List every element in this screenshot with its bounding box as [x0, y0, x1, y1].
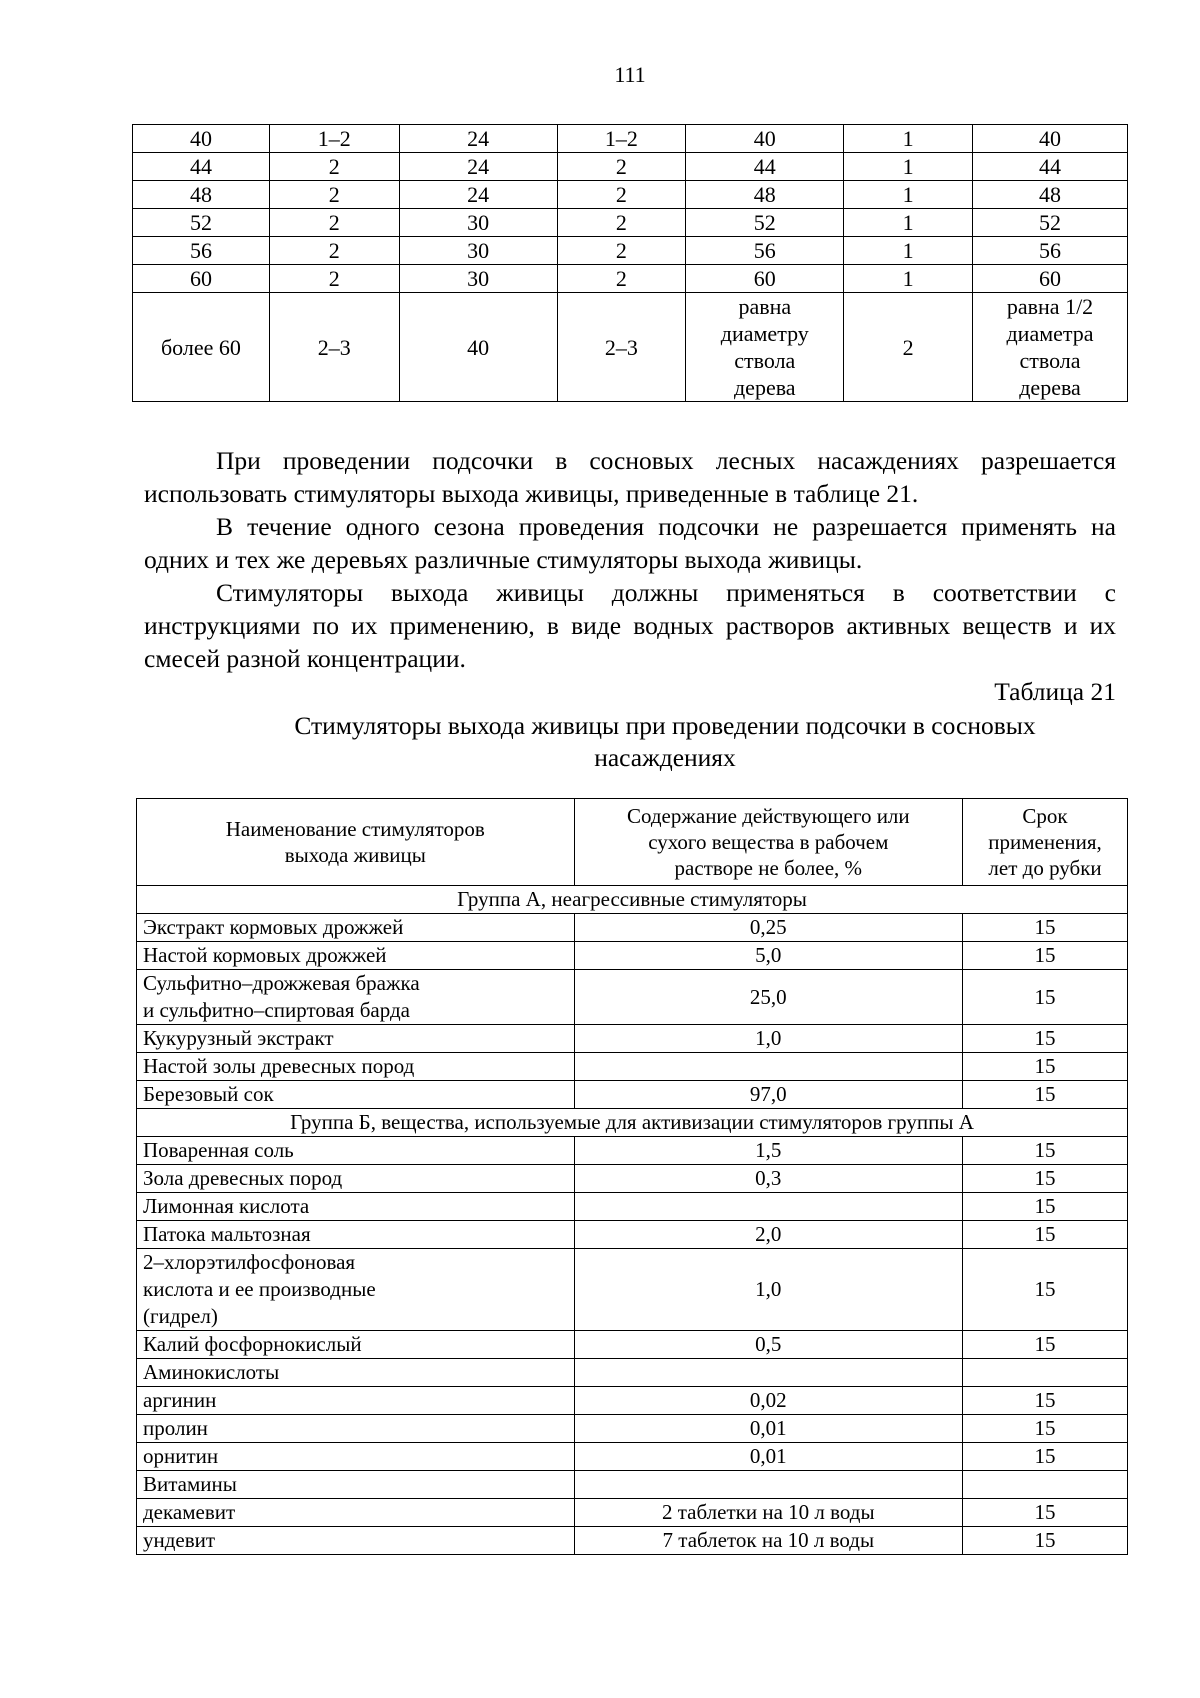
- table-cell: 60: [133, 265, 270, 293]
- stimulator-name: Экстракт кормовых дрожжей: [137, 914, 575, 942]
- table-cell: 44: [686, 153, 844, 181]
- table-cell: 48: [973, 181, 1128, 209]
- table-cell: 1: [844, 125, 973, 153]
- stimulator-name: декамевит: [137, 1499, 575, 1527]
- table-row: [137, 1137, 1128, 1165]
- table-cell: 60: [973, 265, 1128, 293]
- stimulator-name: пролин: [137, 1415, 575, 1443]
- table-cell: 24: [399, 125, 557, 153]
- content-value: 7 таблеток на 10 л воды: [574, 1527, 963, 1555]
- diameter-table: [132, 124, 1128, 402]
- table-row: [137, 1387, 1128, 1415]
- table-row: [133, 209, 1128, 237]
- table-cell: 2–3: [557, 293, 686, 402]
- term-value: 15: [963, 1165, 1128, 1193]
- table-cell: 40: [973, 125, 1128, 153]
- table-row: [137, 1165, 1128, 1193]
- term-value: 15: [963, 970, 1128, 1025]
- table-cell: 2: [269, 209, 399, 237]
- table-row: [137, 1193, 1128, 1221]
- term-value: 15: [963, 1527, 1128, 1555]
- table-cell: 2: [557, 153, 686, 181]
- table-cell: 2: [557, 209, 686, 237]
- stimulator-name: аргинин: [137, 1387, 575, 1415]
- table-caption: Стимуляторы выхода живицы при проведении подсочки в сосновых насаждениях: [294, 711, 1036, 772]
- stimulator-name: Сульфитно–дрожжевая бражка и сульфитно–спиртовая барда: [137, 970, 575, 1025]
- stimulator-name: Кукурузный экстракт: [137, 1025, 575, 1053]
- header-cell-name: Наименование стимуляторов выхода живицы: [137, 799, 575, 886]
- table-cell: равна диаметру ствола дерева: [686, 293, 844, 402]
- content-value: 0,02: [574, 1387, 963, 1415]
- body-text: [144, 444, 1116, 675]
- table-cell: 1: [844, 181, 973, 209]
- table-cell: 30: [399, 237, 557, 265]
- table-cell: 52: [686, 209, 844, 237]
- paragraph: Стимуляторы выхода живицы должны применяться в соответствии с инструкциями по их применению, в виде водных растворов активных веществ и их смесей разной концентрации.: [144, 578, 1116, 673]
- term-value: 15: [963, 1053, 1128, 1081]
- table-cell: 24: [399, 153, 557, 181]
- content-value: 2,0: [574, 1221, 963, 1249]
- table-row: [137, 1415, 1128, 1443]
- table-row: [137, 1221, 1128, 1249]
- term-value: [963, 1359, 1128, 1387]
- table-cell: 1–2: [557, 125, 686, 153]
- table-cell: 1–2: [269, 125, 399, 153]
- table-row: [137, 1053, 1128, 1081]
- table-cell: 2: [269, 237, 399, 265]
- table-row: [137, 1025, 1128, 1053]
- content-value: 0,01: [574, 1443, 963, 1471]
- group-title: Группа Б, вещества, используемые для активизации стимуляторов группы А: [137, 1109, 1128, 1137]
- table-row: [137, 1249, 1128, 1331]
- table-cell: 2: [557, 237, 686, 265]
- term-value: 15: [963, 1025, 1128, 1053]
- table-header-row: [137, 799, 1128, 886]
- table-cell: 2: [557, 181, 686, 209]
- stimulator-name: Патока мальтозная: [137, 1221, 575, 1249]
- content-value: 97,0: [574, 1081, 963, 1109]
- term-value: 15: [963, 1221, 1128, 1249]
- table-cell: более 60: [133, 293, 270, 402]
- table-row: [133, 125, 1128, 153]
- term-value: 15: [963, 1249, 1128, 1331]
- table-cell: 2: [269, 181, 399, 209]
- table-cell: 52: [973, 209, 1128, 237]
- table-row: [137, 1443, 1128, 1471]
- table-cell: 1: [844, 153, 973, 181]
- table-row: [137, 1359, 1128, 1387]
- table-cell: 2: [844, 293, 973, 402]
- content-value: 0,5: [574, 1331, 963, 1359]
- header-cell-content: Содержание действующего или сухого вещества в рабочем растворе не более, %: [574, 799, 963, 886]
- content-value: 1,0: [574, 1249, 963, 1331]
- table-row: [137, 970, 1128, 1025]
- table-cell: 2: [269, 265, 399, 293]
- stimulator-name: Березовый сок: [137, 1081, 575, 1109]
- stimulator-name: Лимонная кислота: [137, 1193, 575, 1221]
- table-cell: 56: [686, 237, 844, 265]
- content-value: 2 таблетки на 10 л воды: [574, 1499, 963, 1527]
- table-cell: 56: [133, 237, 270, 265]
- group-title: Группа А, неагрессивные стимуляторы: [137, 886, 1128, 914]
- table-row: [137, 1331, 1128, 1359]
- term-value: 15: [963, 942, 1128, 970]
- table-row: [137, 1527, 1128, 1555]
- table-cell: равна 1/2 диаметра ствола дерева: [973, 293, 1128, 402]
- content-value: [574, 1359, 963, 1387]
- stimulator-name: Настой золы древесных пород: [137, 1053, 575, 1081]
- term-value: 15: [963, 1081, 1128, 1109]
- term-value: 15: [963, 1415, 1128, 1443]
- table-cell: 48: [133, 181, 270, 209]
- stimulators-table: [136, 798, 1128, 1555]
- content-value: [574, 1053, 963, 1081]
- table-cell: 1: [844, 237, 973, 265]
- table-cell: 48: [686, 181, 844, 209]
- stimulator-name: Зола древесных пород: [137, 1165, 575, 1193]
- paragraph: В течение одного сезона проведения подсочки не разрешается применять на одних и тех же деревьях различные стимуляторы выхода живицы.: [144, 512, 1116, 574]
- content-value: [574, 1471, 963, 1499]
- term-value: 15: [963, 1499, 1128, 1527]
- stimulator-name: Аминокислоты: [137, 1359, 575, 1387]
- term-value: 15: [963, 1387, 1128, 1415]
- content-value: 1,0: [574, 1025, 963, 1053]
- content-value: 0,3: [574, 1165, 963, 1193]
- term-value: 15: [963, 914, 1128, 942]
- table-cell: 60: [686, 265, 844, 293]
- group-row: [137, 886, 1128, 914]
- table-row: [133, 153, 1128, 181]
- content-value: 0,25: [574, 914, 963, 942]
- term-value: 15: [963, 1193, 1128, 1221]
- table-row: [137, 1471, 1128, 1499]
- header-cell-term: Срок применения, лет до рубки: [963, 799, 1128, 886]
- stimulator-name: ундевит: [137, 1527, 575, 1555]
- table-cell: 30: [399, 209, 557, 237]
- table-cell: 44: [133, 153, 270, 181]
- table-row: [137, 1081, 1128, 1109]
- stimulator-name: Витамины: [137, 1471, 575, 1499]
- content-value: [574, 1193, 963, 1221]
- term-value: 15: [963, 1443, 1128, 1471]
- term-value: [963, 1471, 1128, 1499]
- table-row: [137, 1499, 1128, 1527]
- stimulator-name: орнитин: [137, 1443, 575, 1471]
- table-cell: 1: [844, 265, 973, 293]
- table-cell: 2: [557, 265, 686, 293]
- group-row: [137, 1109, 1128, 1137]
- term-value: 15: [963, 1137, 1128, 1165]
- table-cell: 30: [399, 265, 557, 293]
- table-row: [137, 914, 1128, 942]
- term-value: 15: [963, 1331, 1128, 1359]
- paragraph: При проведении подсочки в сосновых лесных насаждениях разрешается использовать стимуляторы выхода живицы, приведенные в таблице 21.: [144, 446, 1116, 508]
- table-cell: 2: [269, 153, 399, 181]
- stimulator-name: 2–хлорэтилфосфоновая кислота и ее производные (гидрел): [137, 1249, 575, 1331]
- table-row: [133, 181, 1128, 209]
- stimulator-name: Поваренная соль: [137, 1137, 575, 1165]
- content-value: 25,0: [574, 970, 963, 1025]
- stimulator-name: Калий фосфорнокислый: [137, 1331, 575, 1359]
- table-cell: 44: [973, 153, 1128, 181]
- table-cell: 40: [133, 125, 270, 153]
- table-row: [133, 265, 1128, 293]
- content-value: 0,01: [574, 1415, 963, 1443]
- table-row: [133, 293, 1128, 402]
- table-cell: 40: [399, 293, 557, 402]
- table-cell: 24: [399, 181, 557, 209]
- page-number: 111: [614, 62, 646, 87]
- table-cell: 40: [686, 125, 844, 153]
- table-cell: 2–3: [269, 293, 399, 402]
- table-cell: 1: [844, 209, 973, 237]
- table-cell: 52: [133, 209, 270, 237]
- stimulator-name: Настой кормовых дрожжей: [137, 942, 575, 970]
- content-value: 1,5: [574, 1137, 963, 1165]
- table-cell: 56: [973, 237, 1128, 265]
- table-row: [137, 942, 1128, 970]
- table-row: [133, 237, 1128, 265]
- table-label: Таблица 21: [994, 677, 1116, 706]
- content-value: 5,0: [574, 942, 963, 970]
